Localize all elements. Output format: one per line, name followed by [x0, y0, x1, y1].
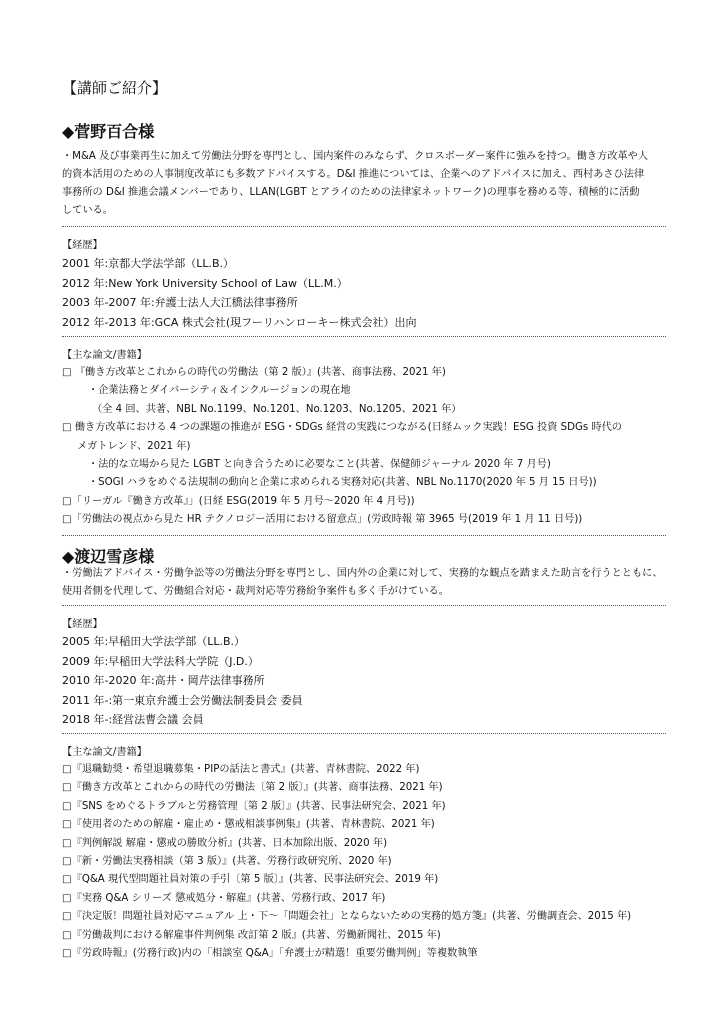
- publication-item: □「労働法の視点から見た HR テクノロジー活用における留意点」(労政時報 第 3965 号(2019 年 1 月 11 日号)): [62, 514, 583, 526]
- publication-item: □『判例解説 解雇・懲戒の勝敗分析』(共著、日本加除出版、2020 年): [62, 837, 388, 849]
- bio-line: 事務所の D&I 推進会議メンバーであり、LLAN(LGBT とアライのための法律家ネットワーク)の理事を務める等、積極的に活動: [62, 187, 640, 198]
- publication-item: □「リーガル『働き方改革』」(日経 ESG(2019 年 5 月号～2020 年 4 月号)): [62, 495, 415, 507]
- career-item: 2003 年-2007 年:弁護士法人大江橋法律事務所: [62, 296, 298, 309]
- publication-item: □ 『働き方改革とこれからの時代の労働法（第 2 版）』(共著、商事法務、2021 年): [62, 367, 446, 378]
- person2-name: ◆渡辺雪彦様: [62, 547, 155, 566]
- bio-line: している。: [62, 205, 113, 216]
- person1-name: ◆菅野百合様: [62, 122, 155, 141]
- bio-line: 使用者側を代理して、労働組合対応・裁判対応等労務紛争案件も多く手がけている。: [62, 586, 449, 597]
- dotted-separator: [62, 336, 666, 337]
- publication-item: □『使用者のための解雇・雇止め・懲戒相談事例集』(共著、青林書院、2021 年): [62, 819, 435, 831]
- person2-pubs-list: [62, 761, 668, 963]
- publication-item: □『Q&A 現代型問題社員対策の手引〔第 5 版〕』(共著、民事法研究会、2019 年): [62, 874, 439, 886]
- person2-bio: [62, 565, 668, 601]
- person2-career-list: [62, 632, 303, 730]
- person2-career-label: 【経歴】: [62, 619, 103, 630]
- page-heading: 【講師ご紹介】: [62, 79, 168, 97]
- publication-item: □『退職勧奨・希望退職募集・PIPの話法と書式』(共著、青林書院、2022 年): [62, 764, 420, 775]
- dotted-separator: [62, 733, 666, 734]
- career-item: 2009 年:早稲田大学法科大学院（J.D.）: [62, 654, 259, 668]
- career-item: 2018 年-:経営法曹会議 会員: [62, 713, 204, 726]
- career-item: 2011 年-:第一東京弁護士会労働法制委員会 委員: [62, 693, 303, 707]
- career-item: 2012 年:New York University School of Law（LL.M.）: [62, 276, 348, 290]
- publication-item: □『新・労働法実務相談（第 3 版）』(共著、労務行政研究所、2020 年): [62, 856, 392, 868]
- person1-career-label: 【経歴】: [62, 240, 103, 251]
- dotted-separator: [62, 535, 666, 536]
- publication-continuation: メガトレンド、2021 年): [77, 440, 191, 452]
- person1-bio: [62, 148, 668, 220]
- publication-subitem: ・法的な立場から見た LGBT と向き合うために必要なこと(共著、保健師ジャーナル 2020 年 7 月号): [88, 459, 551, 471]
- person2-pubs-label: 【主な論文/書籍】: [62, 747, 147, 758]
- bio-line: ・労働法アドバイス・労働争訟等の労働法分野を専門とし、国内外の企業に対して、実務的な観点を踏まえた助言を行うとともに、: [62, 568, 663, 579]
- bio-line: 的資本活用のための人事制度改革にも多数アドバイスする。D&I 推進については、企業へのアドバイスに加え、西村あさひ法律: [62, 169, 645, 180]
- publication-item: □『決定版！問題社員対応マニュアル 上・下～「問題会社」とならないための実務的処方箋』(共著、労働調査会、2015 年): [62, 911, 632, 923]
- career-item: 2001 年:京都大学法学部（LL.B.）: [62, 257, 234, 270]
- person1-pubs-label: 【主な論文/書籍】: [62, 350, 147, 361]
- dotted-separator: [62, 226, 666, 227]
- publication-item: □『SNS をめぐるトラブルと労務管理〔第 2 版〕』(共著、民事法研究会、2021 年): [62, 800, 446, 812]
- publication-subitem: ・企業法務とダイバーシティ＆インクルージョンの現在地: [88, 385, 351, 397]
- publication-item: □『実務 Q&A シリーズ 懲戒処分・解雇』(共著、労務行政、2017 年): [62, 892, 386, 904]
- person1-career-list: [62, 254, 417, 332]
- dotted-separator: [62, 605, 666, 606]
- publication-subitem: ・SOGI ハラをめぐる法規制の動向と企業に求められる実務対応(共著、NBL No.1170(2020 年 5 月 15 日号)): [88, 477, 597, 489]
- publication-subitem: （全 4 回、共著、NBL No.1199、No.1201、No.1203、No.1205、2021 年）: [92, 403, 462, 415]
- publication-item: □ 働き方改革における 4 つの課題の推進が ESG・SDGs 経営の実践につながる(日経ムック実践！ESG 投資 SDGs 時代の: [62, 422, 622, 434]
- publication-item: □『労政時報』(労務行政)内の「相談室 Q&A」「弁護士が精選！重要労働判例」等複数執筆: [62, 948, 478, 960]
- career-item: 2005 年:早稲田大学法学部（LL.B.）: [62, 635, 245, 648]
- career-item: 2012 年-2013 年:GCA 株式会社(現フーリハンローキー株式会社）出向: [62, 315, 417, 329]
- person1-pubs-list: [62, 364, 668, 530]
- publication-item: □『働き方改革とこれからの時代の労働法〔第 2 版〕』(共著、商事法務、2021 年): [62, 782, 443, 794]
- bio-line: ・M&A 及び事業再生に加えて労働法分野を専門とし、国内案件のみならず、クロスボーダー案件に強みを持つ。働き方改革や人: [62, 151, 649, 162]
- publication-item: □『労働裁判における解雇事件判例集 改訂第 2 版』(共著、労働新聞社、2015 年): [62, 929, 441, 941]
- career-item: 2010 年-2020 年:高井・岡芹法律事務所: [62, 674, 265, 687]
